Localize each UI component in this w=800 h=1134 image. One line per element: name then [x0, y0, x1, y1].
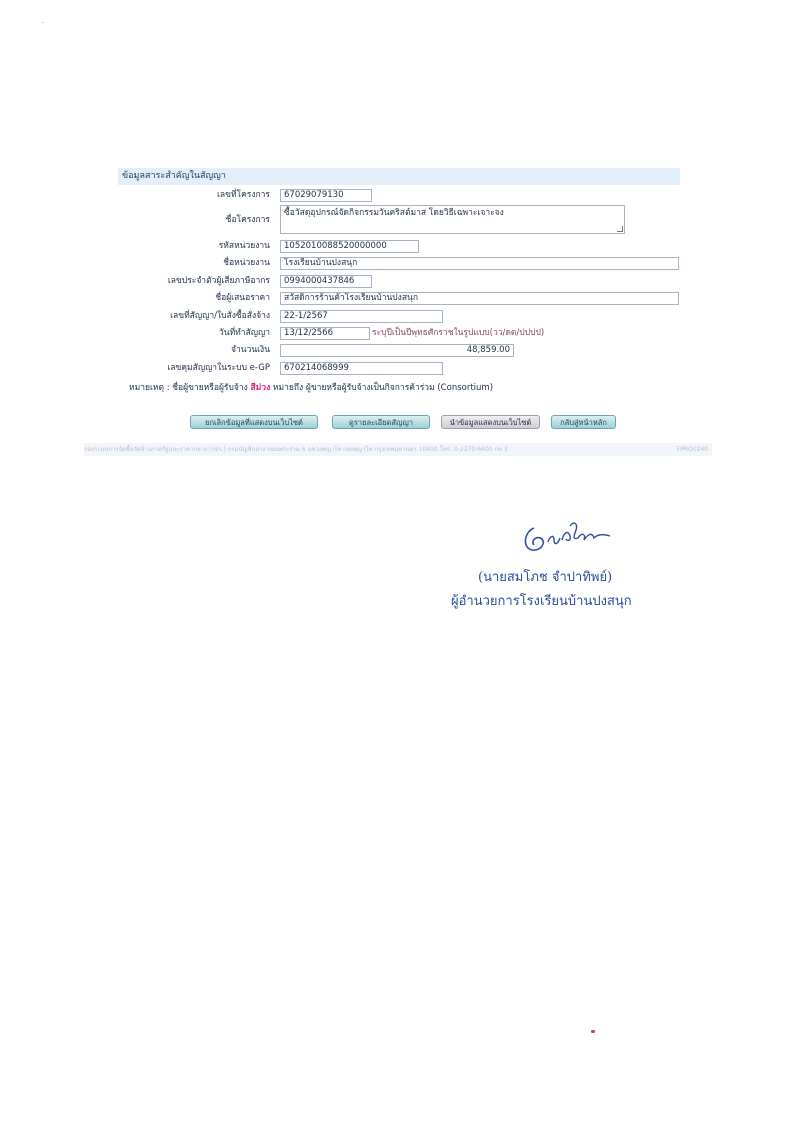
- remark-highlight: สีม่วง: [250, 383, 271, 393]
- contract-no-label: เลขที่สัญญา/ใบสั่งซื้อสั่งจ้าง: [170, 311, 270, 321]
- agency-code-label: รหัสหน่วยงาน: [218, 241, 270, 251]
- project-no-label: เลขที่โครงการ: [217, 190, 270, 200]
- tax-id-label: เลขประจำตัวผู้เสียภาษีอากร: [167, 276, 270, 286]
- scan-speck: [42, 22, 44, 23]
- bidder-name-field[interactable]: สวัสดิการร้านค้าโรงเรียนบ้านปงสนุก: [280, 292, 679, 305]
- tax-id-field[interactable]: 0994000437846: [280, 275, 372, 288]
- agency-name-field[interactable]: โรงเรียนบ้านปงสนุก: [280, 257, 679, 270]
- contract-date-field[interactable]: 13/12/2566: [280, 327, 370, 340]
- signatory-title: ผู้อำนวยการโรงเรียนบ้านปงสนุก: [451, 594, 632, 609]
- project-no-field[interactable]: 67029079130: [280, 189, 372, 202]
- project-name-value: ซื้อวัสดุอุปกรณ์จัดกิจกรรมวันคริสต์มาส โดยวิธีเฉพาะเจาะจง: [284, 208, 504, 218]
- project-name-textarea[interactable]: [280, 205, 625, 234]
- remark-suffix: หมายถึง ผู้ขายหรือผู้รับจ้างเป็นกิจการค้าร่วม (Consortium): [272, 383, 494, 393]
- signatory-name: (นายสมโภช จำปาทิพย์): [478, 570, 613, 585]
- handwritten-signature: [518, 514, 614, 560]
- footer-address: กองระบบการจัดซื้อจัดจ้างภาครัฐและราคากลาง (กจร.) กรมบัญชีกลาง ถนนพระราม 6 แขวงพญาไท เขตพญาไท กรุงเทพมหานคร 10400 โทร. 0-2270-6400 กด 3: [84, 446, 508, 453]
- contract-no-field[interactable]: 22-1/2567: [280, 310, 443, 323]
- amount-field[interactable]: 48,859.00: [280, 344, 514, 357]
- back-to-home-button[interactable]: กลับสู่หน้าหลัก: [551, 415, 616, 429]
- show-on-website-button[interactable]: นำข้อมูลแสดงบนเว็บไซต์: [441, 415, 540, 429]
- scan-speck: [591, 1030, 595, 1033]
- agency-code-field[interactable]: 1052010088520000000: [280, 240, 419, 253]
- project-name-label: ชื่อโครงการ: [225, 215, 270, 225]
- date-format-hint: ระบุปีเป็นปีพุทธศักราชในรูปแบบ(วว/ดด/ปปปป): [372, 328, 545, 338]
- cancel-web-display-button[interactable]: ยกเลิกข้อมูลที่แสดงบนเว็บไซต์: [190, 415, 318, 429]
- view-contract-detail-button[interactable]: ดูรายละเอียดสัญญา: [332, 415, 430, 429]
- bidder-name-label: ชื่อผู้เสนอราคา: [215, 293, 270, 303]
- remark-text: [129, 381, 493, 395]
- page-footer: [84, 443, 712, 456]
- egp-no-field[interactable]: 670214068999: [280, 362, 443, 375]
- amount-label: จำนวนเงิน: [230, 345, 270, 355]
- egp-no-label: เลขคุมสัญญาในระบบ e-GP: [167, 363, 270, 373]
- remark-prefix: หมายเหตุ : ชื่อผู้ขายหรือผู้รับจ้าง: [129, 383, 248, 393]
- agency-name-label: ชื่อหน่วยงาน: [223, 258, 270, 268]
- page-code: FPRO0240: [676, 446, 708, 453]
- panel-header: ข้อมูลสาระสำคัญในสัญญา: [118, 168, 680, 185]
- resize-handle-icon[interactable]: [617, 226, 623, 232]
- contract-date-label: วันที่ทำสัญญา: [218, 328, 270, 338]
